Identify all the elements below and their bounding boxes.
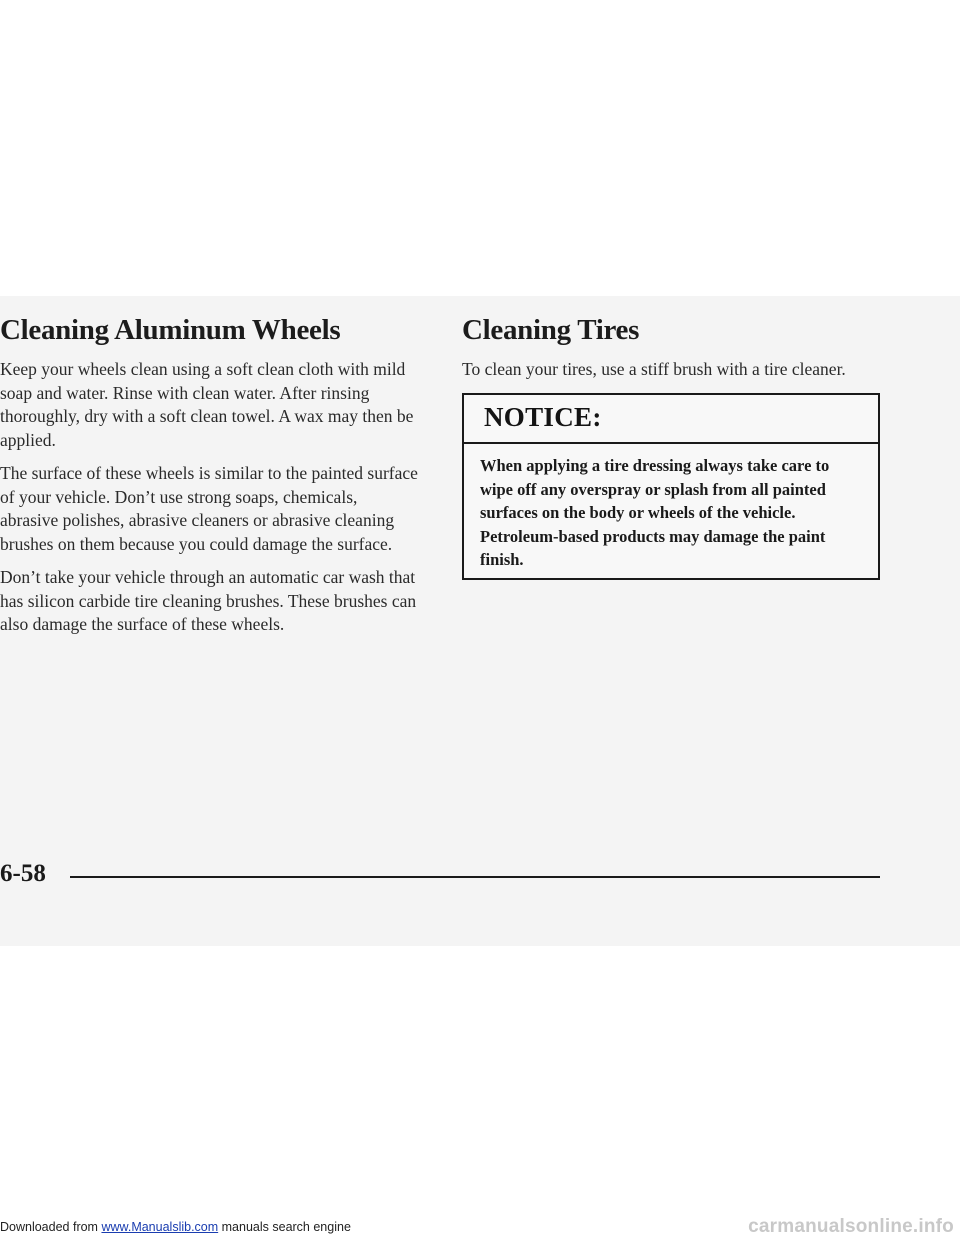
download-prefix: Downloaded from <box>0 1220 102 1234</box>
notice-body-text: When applying a tire dressing always take care to wipe off any overspray or splash from all painted surfaces on the body or wheels of the vehicle. Petroleum-based products may damage the paint finish. <box>480 456 830 569</box>
manualslib-link[interactable]: www.Manualslib.com <box>101 1220 219 1234</box>
notice-header <box>464 395 878 444</box>
aluminum-wheels-paragraph-2: The surface of these wheels is similar to the painted surface of your vehicle. Don’t use strong soaps, chemicals, abrasive polishes, abrasive cleaners or abrasive cleaning brushes on them because you could damage the surface. <box>0 463 418 554</box>
notice-title: NOTICE: <box>484 402 602 432</box>
download-attribution <box>0 1220 351 1234</box>
notice-box <box>462 393 880 580</box>
aluminum-wheels-section <box>0 312 418 637</box>
aluminum-wheels-paragraph-3: Don’t take your vehicle through an automatic car wash that has silicon carbide tire cleaning brushes. These brushes can also damage the surface of these wheels. <box>0 567 417 634</box>
cleaning-tires-heading: Cleaning Tires <box>462 314 640 346</box>
aluminum-wheels-paragraph-1: Keep your wheels clean using a soft clean cloth with mild soap and water. Rinse with clean water. After rinsing thoroughly, dry with a soft clean towel. A wax may then be applied. <box>0 359 414 450</box>
download-suffix: manuals search engine <box>218 1220 351 1234</box>
aluminum-wheels-heading: Cleaning Aluminum Wheels <box>0 314 341 346</box>
cleaning-tires-paragraph: To clean your tires, use a stiff brush with a tire cleaner. <box>462 359 846 379</box>
footer-rule <box>70 876 880 878</box>
page-number: 6-58 <box>0 860 46 887</box>
site-watermark: carmanualsonline.info <box>748 1216 954 1237</box>
cleaning-tires-section <box>462 312 892 382</box>
